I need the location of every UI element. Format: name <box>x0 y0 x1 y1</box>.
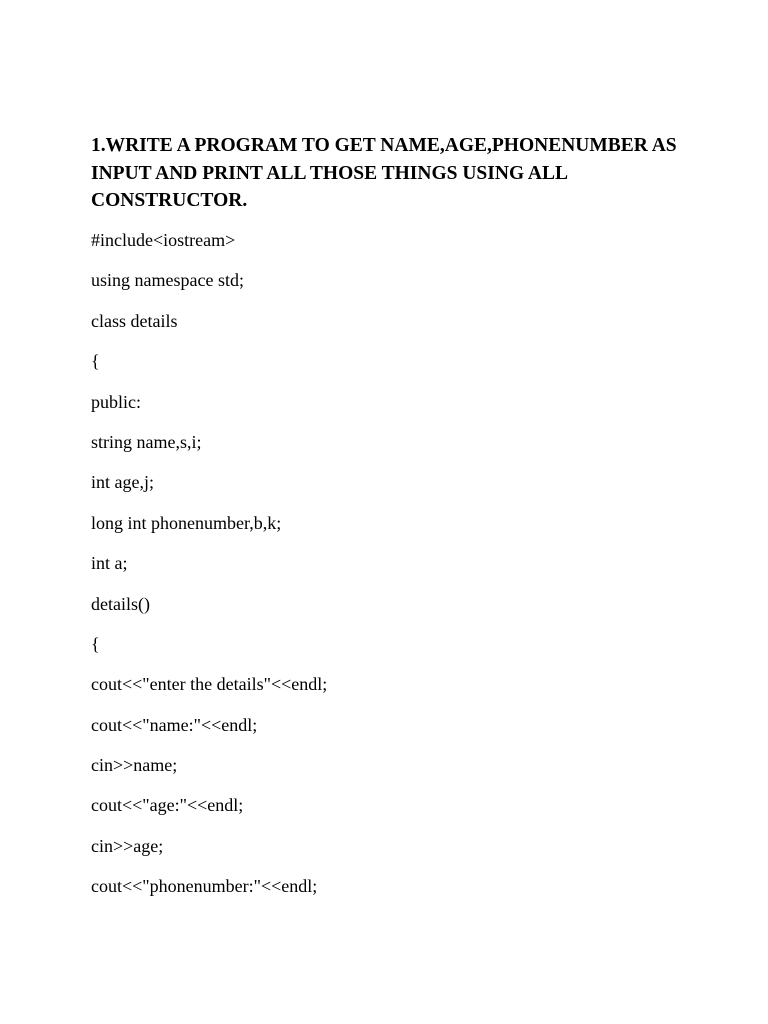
code-line: cout<<"enter the details"<<endl; <box>91 674 328 695</box>
code-line: cout<<"age:"<<endl; <box>91 795 244 816</box>
code-line: cout<<"phonenumber:"<<endl; <box>91 876 318 897</box>
code-line: int age,j; <box>91 472 154 493</box>
code-line: int a; <box>91 553 128 574</box>
code-line: #include<iostream> <box>91 230 236 250</box>
code-line: { <box>91 633 100 654</box>
code-listing <box>91 227 327 914</box>
code-line: cin>>name; <box>91 755 178 776</box>
code-line: cout<<"name:"<<endl; <box>91 714 258 735</box>
code-line: long int phonenumber,b,k; <box>91 512 282 533</box>
code-line: details() <box>91 593 150 614</box>
code-line: using namespace std; <box>91 270 244 291</box>
code-line: cin>>age; <box>91 835 164 856</box>
code-line: class details <box>91 310 178 331</box>
code-line: public: <box>91 391 141 412</box>
code-line: string name,s,i; <box>91 431 202 452</box>
code-line: { <box>91 351 100 372</box>
question-heading: 1.WRITE A PROGRAM TO GET NAME,AGE,PHONENUMBER AS INPUT AND PRINT ALL THOSE THINGS USING ALL CONSTRUCTOR. <box>91 135 677 211</box>
